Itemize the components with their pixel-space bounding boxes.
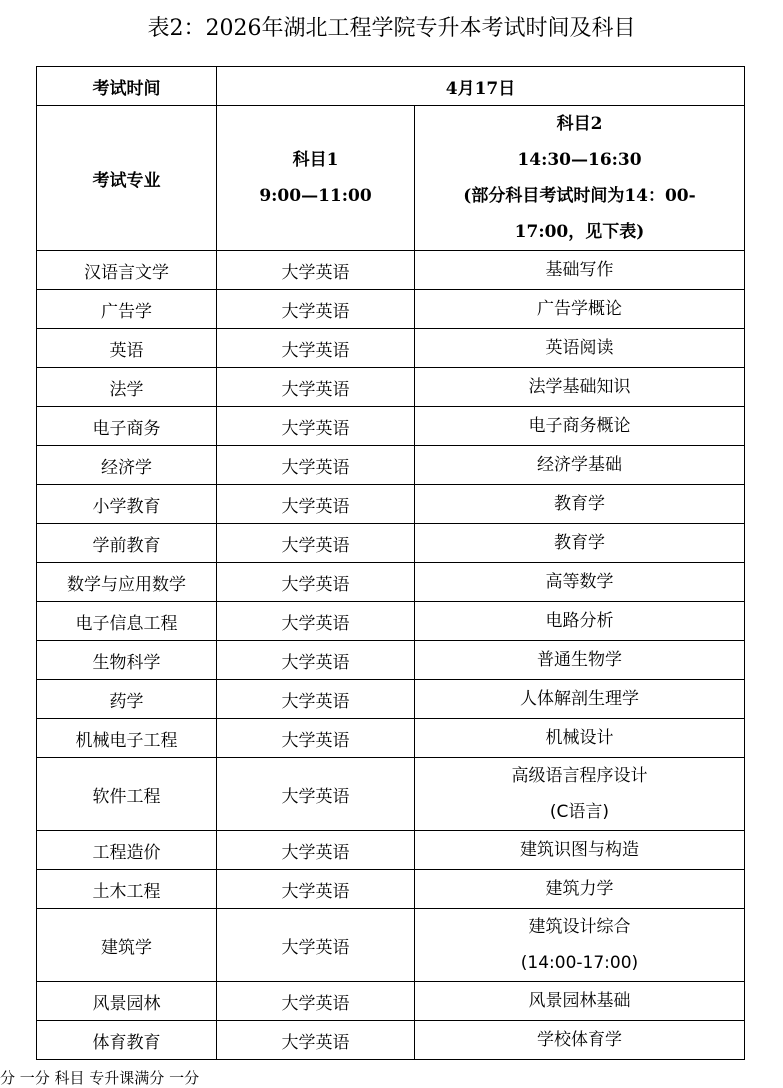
major-cell: 小学教育 xyxy=(37,485,217,524)
major-cell: 生物科学 xyxy=(37,641,217,680)
subject2-time: 14:30—16:30 xyxy=(517,150,642,170)
table-row xyxy=(37,909,745,982)
table-row xyxy=(37,758,745,831)
major-cell: 药学 xyxy=(37,680,217,719)
major-cell: 土木工程 xyxy=(37,870,217,909)
subject2-cell xyxy=(415,368,745,407)
major-cell: 法学 xyxy=(37,368,217,407)
major-cell: 建筑学 xyxy=(37,909,217,982)
major-cell: 电子商务 xyxy=(37,407,217,446)
subject1-cell: 大学英语 xyxy=(217,485,415,524)
subject1-cell: 大学英语 xyxy=(217,446,415,485)
subject2-cell xyxy=(415,1021,745,1060)
subject2-cell xyxy=(415,602,745,641)
subject1-cell: 大学英语 xyxy=(217,329,415,368)
subject1-label: 科目1 xyxy=(292,150,339,170)
subject2-note-line1: (部分科目考试时间为14：00- xyxy=(463,186,696,206)
subject2-line: 教育学 xyxy=(554,494,605,514)
subject2-line: 学校体育学 xyxy=(537,1030,622,1050)
table-row xyxy=(37,524,745,563)
subject2-line: 普通生物学 xyxy=(537,650,622,670)
subject2-line: 机械设计 xyxy=(545,728,614,748)
table-row xyxy=(37,368,745,407)
major-cell: 工程造价 xyxy=(37,831,217,870)
subject2-cell xyxy=(415,485,745,524)
major-cell: 汉语言文学 xyxy=(37,251,217,290)
subject1-cell: 大学英语 xyxy=(217,563,415,602)
subject2-cell xyxy=(415,982,745,1021)
subject1-cell: 大学英语 xyxy=(217,368,415,407)
table-row xyxy=(37,1021,745,1060)
subject2-line: 风景园林基础 xyxy=(528,991,631,1011)
table-row xyxy=(37,982,745,1021)
subject2-line: (14:00-17:00) xyxy=(520,953,639,973)
major-cell: 英语 xyxy=(37,329,217,368)
table-row xyxy=(37,563,745,602)
subject2-line: 建筑力学 xyxy=(545,879,614,899)
major-cell: 软件工程 xyxy=(37,758,217,831)
table-row xyxy=(37,719,745,758)
header-row-subjects xyxy=(37,106,745,251)
table-row xyxy=(37,485,745,524)
subject2-cell xyxy=(415,870,745,909)
major-cell: 学前教育 xyxy=(37,524,217,563)
subject2-note-line2: 17:00，见下表) xyxy=(514,222,645,242)
table-row xyxy=(37,831,745,870)
subject2-cell xyxy=(415,641,745,680)
footer-partial-text: 分 一分 科目 专升课满分 一分 xyxy=(0,1069,200,1087)
table-row xyxy=(37,680,745,719)
exam-schedule-table xyxy=(36,66,745,1060)
subject1-cell: 大学英语 xyxy=(217,407,415,446)
subject1-cell: 大学英语 xyxy=(217,982,415,1021)
subject2-line: 建筑识图与构造 xyxy=(520,840,639,860)
subject2-line: 电路分析 xyxy=(545,611,614,631)
major-cell: 经济学 xyxy=(37,446,217,485)
table-row xyxy=(37,251,745,290)
major-cell: 风景园林 xyxy=(37,982,217,1021)
table-row xyxy=(37,446,745,485)
exam-time-label: 考试时间 xyxy=(37,67,217,106)
subject2-line: 英语阅读 xyxy=(545,338,614,358)
subject1-cell: 大学英语 xyxy=(217,524,415,563)
subject1-cell: 大学英语 xyxy=(217,719,415,758)
subject2-line: 建筑设计综合 xyxy=(528,917,631,937)
subject1-cell: 大学英语 xyxy=(217,1021,415,1060)
table-row xyxy=(37,641,745,680)
subject1-cell: 大学英语 xyxy=(217,758,415,831)
subject2-line: 教育学 xyxy=(554,533,605,553)
subject2-cell xyxy=(415,407,745,446)
subject2-line: 基础写作 xyxy=(545,260,614,280)
table-row xyxy=(37,602,745,641)
table-row xyxy=(37,407,745,446)
major-cell: 数学与应用数学 xyxy=(37,563,217,602)
subject2-header xyxy=(415,106,745,251)
subject2-line: 电子商务概论 xyxy=(528,416,631,436)
subject2-line: 高级语言程序设计 xyxy=(511,766,648,786)
subject2-line: 高等数学 xyxy=(545,572,614,592)
subject1-cell: 大学英语 xyxy=(217,680,415,719)
subject1-cell: 大学英语 xyxy=(217,870,415,909)
subject2-cell xyxy=(415,680,745,719)
subject1-header xyxy=(217,106,415,251)
subject2-cell xyxy=(415,329,745,368)
header-row-date xyxy=(37,67,745,106)
major-cell: 体育教育 xyxy=(37,1021,217,1060)
table-row xyxy=(37,329,745,368)
subject1-time: 9:00—11:00 xyxy=(259,186,372,206)
subject2-line: 广告学概论 xyxy=(537,299,622,319)
major-cell: 电子信息工程 xyxy=(37,602,217,641)
subject2-cell xyxy=(415,446,745,485)
major-cell: 机械电子工程 xyxy=(37,719,217,758)
subject2-cell xyxy=(415,758,745,831)
subject2-cell xyxy=(415,251,745,290)
subject1-cell: 大学英语 xyxy=(217,251,415,290)
subject2-label: 科目2 xyxy=(556,114,603,134)
subject2-line: 人体解剖生理学 xyxy=(520,689,639,709)
subject2-cell xyxy=(415,290,745,329)
subject1-cell: 大学英语 xyxy=(217,831,415,870)
table-title: 表2：2026年湖北工程学院专升本考试时间及科目 xyxy=(147,16,636,41)
major-cell: 广告学 xyxy=(37,290,217,329)
subject2-line: 经济学基础 xyxy=(537,455,622,475)
table-row xyxy=(37,870,745,909)
subject2-line: (C语言) xyxy=(549,802,610,822)
major-label: 考试专业 xyxy=(37,106,217,251)
table-row xyxy=(37,290,745,329)
subject1-cell: 大学英语 xyxy=(217,909,415,982)
subject2-cell xyxy=(415,563,745,602)
subject2-cell xyxy=(415,831,745,870)
subject1-cell: 大学英语 xyxy=(217,290,415,329)
subject2-cell xyxy=(415,524,745,563)
exam-date: 4月17日 xyxy=(217,67,745,106)
subject2-cell xyxy=(415,719,745,758)
subject1-cell: 大学英语 xyxy=(217,641,415,680)
subject2-cell xyxy=(415,909,745,982)
subject2-line: 法学基础知识 xyxy=(528,377,631,397)
subject1-cell: 大学英语 xyxy=(217,602,415,641)
